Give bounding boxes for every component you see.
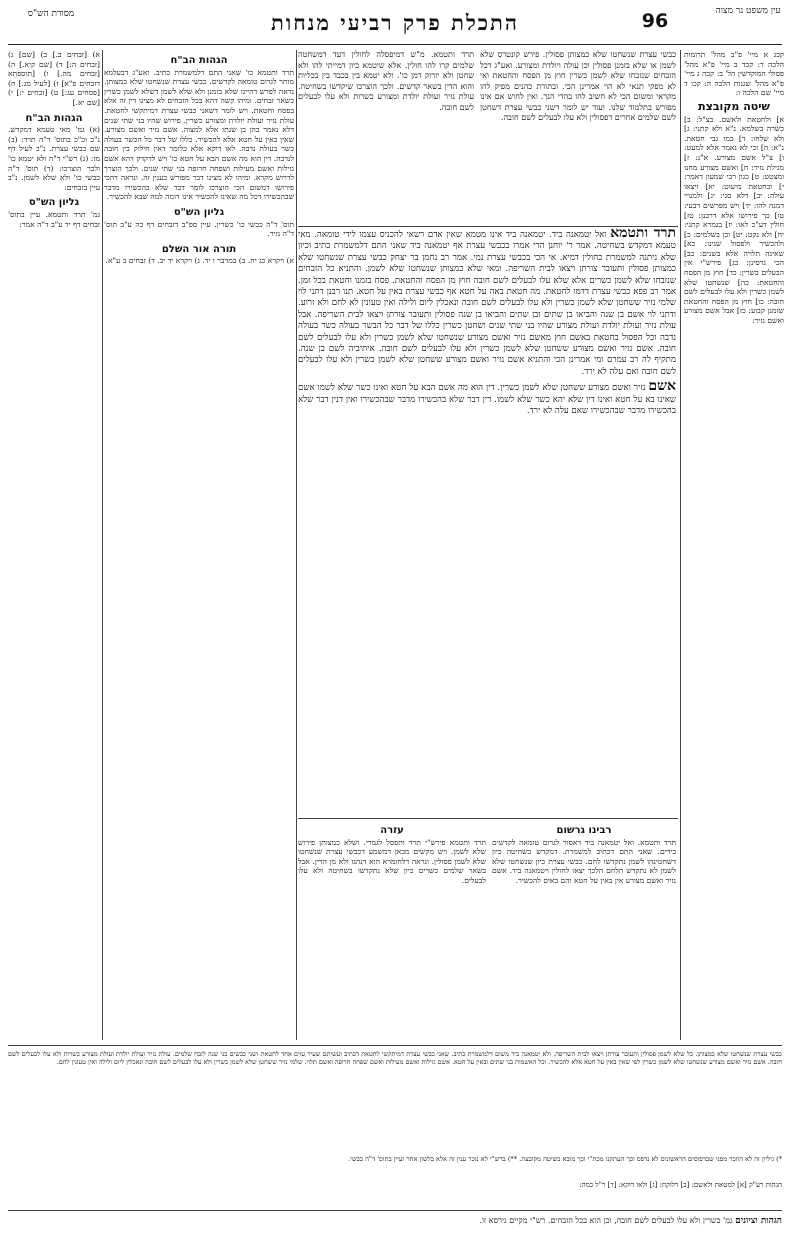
right-margin-column [684,50,784,1040]
tosafot-top-right-text: כבשי עצרת שנשחטו שלא כמצותן פסולין. פירש קונטרס שלא לשמן או שלא בזמנן פסולין וכן עולה ויולדת ומצורע. ואע"ג דכל הזבחים שנזבחו שלא לשמן כשרין חוץ מן הפסח והחטאת ואי לא מפקי תנאי לא הוי אמרינן הכי. ובתורת כהנים מפיק להו מקראי ומשום הכי לא חשיב להו בהדי הנך. ואין לחוש אם אינו מפורש בתלמוד שלנו. ועוד יש לומר דשני כבשי עצרת דשחטן לשם שלמים אחרים דפסולין ולא עלו לבעלים לשם חובה. [480,50,676,122]
gemara-paragraph [298,228,676,378]
mesorat-hashas-heading: מסורת הש"ס [27,9,75,19]
ezra-commentary-text: תרד ותטמא פירש"י תרד ותפסל לגמרי. ושלא כמצותן פירוש שלא לשמן. ויש מקשים מכאן דמשמע דכבשי עצרת שנשחטו שלא לשמן פסולין. ונראה דלחומרא הוא דנהגו ולא מן הדין. אבל בשאר שלמים כשרים כיון שלא נתקדשו בשחיטה ולא עלו לבעלים. [298,837,486,885]
mishna-body: נזיר ואשם מצורע ששחטן שלא לשמן כשרין. דין הוא מה אשם הבא על חטא ואינו כשר שלא לשמו אשם שאינו בא על חטא ואינו דין שלא יהא כשר שלא לשמו. דין דבר שלא בהכשירו מדבר שבהכשירו ואין דנין דבר שלא בהכשירו מדבר שבהכשירו שאם עלה לא ירד. [298,383,676,417]
left-hagahot-text: (א) גמ' מאי טעמא דמקדש. נ"ב וכ"כ בתוס' ד"ה תרד: (ב) שם כבשי עצרת. נ"ב לעיל דף מז: (ג) רש"י ד"ה ולא יטמא כו' ולכך הוצרכו: (ד) תוס' ד"ה כבשי כו' ולא שלא לשמן. נ"ב עיין בזבחים: [8,125,100,192]
footer-label: הגהות וציונים [735,1216,782,1226]
footnote-line: *) גיליון זה לא הוזכר מפני שבדפוסים הראשונים לא נדפס וכך העתקנו מכת"י וכך מובא בשיטה מקובצת. **) ברש"י לא נזכר ענין זה אלא בלשון אחר ועיין בתוס' ד"ה כבשי. [348,1155,782,1163]
column-divider [296,50,297,1040]
mishna-paragraph [298,378,676,417]
ein-mishpat-heading: עין משפט נר מצוה [715,6,781,16]
column-divider [680,50,681,1040]
rabbeinu-gershom-block [492,820,676,1040]
rashi-top-left [298,50,474,225]
rashi-top-left-text: תרד ותטמא. מ"ש דמיפסלה לחולין דעד דמשחטה שלמים קרו להו חולין. אלא שיטמא כיון דמייתי להו ולא שחטן ולא יזרוק דמן כו'. ולא יטמא בין בכבד בין בכליות והוא הדין בשאר קדשים. ולכך הוצרכו שיקדשו בשחיטה. עולת נזיר ועולת יולדת ומצורע כשרות ולא עלו לבעלים לשם חובה. [298,50,474,112]
page-title: התכלת פרק רביעי מנחות [271,10,519,35]
column-divider [102,50,103,1040]
gilyon-hashas-text: תוס' ד"ה כבשי כו' כשרין. עיין ספ"ב דזבחים דף כה ע"ב תוס' ד"ה נזיר. [104,219,294,239]
bottom-notes: כבשי עצרת שנשחטו שלא כמצותן. כל שלא לשמן פסולין ותעובר צורתן ויצאו לבית השריפה. ולא יטמאנה ביד משום דלמשמרת כתיב. שאני כבשי עצרת דמיתקשי לחטאת דכתיב ועשיתם שעיר עזים אחד לחטאת ושני כבשים בני שנה לזבח שלמים. עולת נזיר ועולת יולדת ועולת מצורע כשרות ולא עלו לבעלים לשם חובה. אשם נזיר ואשם מצורע שנשחטו שלא לשמן כשרין לפי שאין באין על חטא אלא להכשיר. וכל האשמות בני שתים ובאין על חטא. אשם גזילות ואשם מעילות ואשם שפחה חרופה ואשם תלוי. שלמי נזיר ששחטן שלא לשמן כשרין ולא עלו לבעלים לשם חובה ונאכלין ליום ולילה ואין טעונין לחם. [8,1050,782,1067]
tosafot-column [104,50,294,1040]
shita-mekubetzet-text: א] ולחטאת ולאשם. כצ"ל: ב] כשרה בשלמא. נ"א ולא קתני: ג] ולא שלחו: ד] כמו גבי חטאת. נ"א: ה] וכי לא נאמר אלא למעט: ו] צ"ל אשם מצורע. א"נ: ז] מגילת נזיר: ח] ואשם מצורע מחנו ומצטט: ט] כגון רבי שמעון דאמר: י] ובחטאת מיעוט: יא] ויצאו עולה: יב] דלא סגי: יג] ולמנויי דמנה להו: יד] ויש מפרשים דבעי: טו] כך פירושו אלא דרבנן: טז] חולין דע"כ לאו: יז] בגמרא קתני: יח] ולא נקט: יט] וכן בשלמים: כ] ולהכשיר ולפסול שנינו: כא] שאינה תלויה אלא בשנים: כב] הכי גרסינן: כג] פירש"י אין הבעלים כשרין: כד] חוץ מן הפסח והחטאת: כה] שנשחטו שלא לשמן כשרין ולא עלו לבעלים לשם חובה: כו] חוץ מן הפסח והחטאת שזמנן קבוע: כז] אבל אשם מצורע ואשם נזיר: [684,114,784,326]
rabbeinu-gershom-title: רבינו גרשום [556,825,612,836]
gilyon-hashas-title: גליון הש"ס [173,206,225,218]
left-gilyon-text: גמ' תרד ותטמא. עיין בתוס' זבחים דף יד ע"ב ד"ה אמר: [8,209,100,229]
torah-or-text: א) ויקרא כג יח. ב) במדבר ו יד. ג) ויקרא יד יב. ד) זבחים ב ע"א. [105,256,294,266]
shita-mekubetzet-title: שיטה מקובצת [698,99,770,113]
gemara-text-block [298,228,676,818]
page-number: 96 [641,10,669,32]
left-gilyon-title: גליון הש"ס [28,197,80,209]
gemara-lead-word: תרד ותטמא [610,228,676,241]
bottom-notes-rule [8,1045,782,1046]
gemara-top-rule [298,226,678,227]
footer-text: גמ' כשרין ולא עלו לבעלים לשם חובה, וכן הוא בכל הזבחים. רש"י מקיים גירסא זו. [479,1216,733,1225]
hagahot-habach-title: הגהות הב"ח [170,55,228,66]
footer [8,1210,782,1227]
gemara-body: ואל יטמאנה ביד. יטמאנה ביד אינו מטמא שאין אדם רשאי להכניס עצמו לידי טומאה. מאי טעמא דמקדש בשחיטה. אמר ר' יוחנן הרי אמרו בכבשי עצרת אף יטמאנה ביד שאני התם דלמשמרת כתיב וכיון שלא ניתנה למשמרת כחולין דמיא. אי הכי בכבשי עצרת נמי. אמר רב נחמן בר יצחק כבשי עצרת שנשחטו שלא כמצותן פסולין ותעובר צורתן ויצאו לבית השריפה. ומאי שלא כמצותן שנשחטו שלא לשמן. והתניא כל הזבחים שנזבחו שלא לשמן כשרים אלא שלא עלו לבעלים לשם חובה חוץ מן הפסח והחטאת. פסח בזמנו וחטאת בכל זמן. אמר רב פפא כבשי עצרת דדמו לחטאת. מה חטאת באה על חטא אף כבשי עצרת באין על חטא. תנו רבנן דתני לוי שלמי נזיר ששחטן שלא לשמן כשרין ולא עלו לבעלים לשם חובה ונאכלין ליום ולילה ואין טעונין לא לחם ולא זרוע. ודתני לוי אשם בן שנה והביאו בן שתים ובן שתים והביאו בן שנה פסולין ותעובר צורתן ויצאו לבית השריפה. אבל עולת נזיר ועולת יולדת ועולת מצורע שהיו בני שתי שנים ושחטן כשרין כללו של דבר כל הבשר בעולה כשר בעולה נדבה וכל הפסול בחטאת באשם חוץ מאשם נזיר ואשם מצורע שנשחטו שלא לשמן כשרין ולא עלו לבעלים לשם חובה. אשם נזיר ואשם מצורע ששחטן שלא לשמן כשרין ולא עלו לבעלים לשם חובה. איתיביה לשם בן שנה. מתקיף לה רב עמרם ומי אמרינן הכי והתניא אשם נזיר ואשם מצורע ששחטן שלא לשמן כשרין ולא עלו לבעלים לשם חובה ואם עלה לא ירד. [298,230,676,377]
left-margin-column [8,50,100,1040]
torah-or-title: תורה אור השלם [161,243,237,255]
gemara-bottom-rule [298,818,678,819]
tosafot-top-right [480,50,676,225]
mesorat-hashas-text: א) [זבחים ב.] ב) [שם] ג) [זבחים ה:] ד) [שם קיא.] ה) [זבחים מה.] ו) [תוספתא דזבחים פ"א] ז) [לעיל מג.] ח) [פסחים עג:] ט) [זבחים י:] י) [שם יא.] [8,50,100,107]
left-hagahot-title: הגהות הב"ח [25,112,83,124]
ein-mishpat-text: קכג א מיי' פ"ב מהל' תרומות הלכה ד: קכד ב מיי' פ"א מהל' פסולי המוקדשין הל' ב: קכה ג מיי' פ"א מהל' שגגות הלכה ה: קכו ד מיי' שם הלכה ו: [684,50,784,98]
ezra-commentary-title: עזרה [380,825,404,836]
header-rule [8,44,782,45]
ezra-commentary-block [298,820,486,1040]
rabbeinu-gershom-text: תרד ותטמא. ואל יטמאנה ביד דאסור לגרום טומאה לקדשים בידים. שאני התם דכתיב למשמרת. דמקדש בשחיטה כיון דשחטינהו לשמן נתקדשו לחם. כבשי עצרת כיון שנשחטו שלא לשמן לא נתקדש הלחם הלכך יצאו לחולין ויטמאנה ביד. אשם נזיר ואשם מצורע אין באין על חטא והם באים להכשיר. [492,837,676,885]
mishna-lead-word: אשם [648,378,676,395]
errata-line: הגהות רע"ק [א] למטאת ולאשם: [ב] דלוקח: [ג] ולאו דוקא: [ד] ר"ל כמה: [579,1181,782,1189]
tosafot-text: תרד ותטמא כו' שאני התם דלמשמרת כתיב. ואע"ג דבעלמא מותר לגרום טומאה לקדשים. כבשי עצרת שנשחטו שלא כמצותן. נראה לפרש דהיינו שלא בזמנן ולא שלא לשמן דשלא לשמן כשרין כשאר זבחים. ומיהו קשה דהא בכל הזבחים לא מצינו דין זה אלא בפסח וחטאת. ויש לומר דשאני כבשי עצרת דמיתקשי לחטאת. עולת נזיר ועולת יולדת ומצורע כשרין. פירוש שהיו בני שתי שנים דלא נאמר בהן בן שנתו אלא למצוה. אשם נזיר ואשם מצורע. שאין באין על חטא אלא להכשיר. כללו של דבר כל הכשר בעולה כשר בעולת נדבה. לאו דוקא אלא כלומר דאין חילוק בין חובה לנדבה. דין הוא מה אשם הבא על חטא כו' ויש לדקדק דהא אשם גזילות ואשם מעילות ושפחה חרופה בני שתי שנים. ולכך הוצרך לדרוש מקרא. ומיהו לא מצינו דבר מפורש בענין זה. ונראה דהכי פירושו דמשום הכי הוצרכו לומר דבר שלא בהכשירו מדבר שבהכשירו דכל מה שאינו להכשיר אינו דומה למה שבא להכשיר. [104,67,294,202]
